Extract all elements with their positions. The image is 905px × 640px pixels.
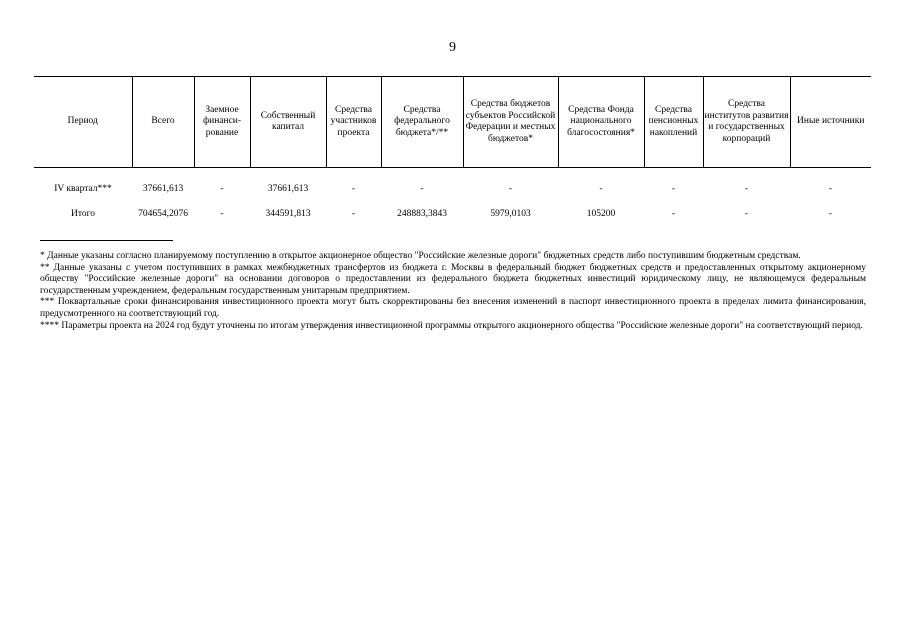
table-cell: - xyxy=(508,183,513,194)
page-number: 9 xyxy=(449,40,456,55)
header-regional-local-budgets: Средства бюджетов субъектов Российской Федерации и местных бюджетов* xyxy=(463,77,558,168)
table-cell: 37661,613 xyxy=(142,183,184,194)
header-national-wealth-fund: Средства Фонда национального благосостояния* xyxy=(558,77,644,168)
footnote: *** Поквартальные сроки финансирования инвестиционного проекта могут быть скорректированы без внесения изменений в паспорт инвестиционного проекта в пределах лимита финансирования, предусмотренного на соответствующий год. xyxy=(40,297,866,319)
table-cell: 5979,0103 xyxy=(490,208,531,219)
table-cell: - xyxy=(220,183,224,194)
header-participants-funds: Средства участников проекта xyxy=(326,77,381,168)
table-row xyxy=(34,201,871,226)
header-total: Всего xyxy=(132,77,194,168)
header-other-sources: Иные источники xyxy=(790,77,871,168)
table-cell: - xyxy=(828,208,833,219)
table-cell: Итого xyxy=(70,208,96,219)
table-cell: - xyxy=(220,208,224,219)
table-cell: 248883,3843 xyxy=(397,208,447,219)
table-cell: IV квартал*** xyxy=(54,183,112,194)
table-cell: 105200 xyxy=(586,208,616,219)
table-cell: - xyxy=(744,208,749,219)
header-pension-savings: Средства пенсионных накоплений xyxy=(644,77,703,168)
financing-table xyxy=(34,76,871,226)
table-cell: 344591,813 xyxy=(265,208,311,219)
footnotes xyxy=(40,251,866,332)
table-header-row xyxy=(34,77,871,168)
header-borrowed-financing: Заемное финанси-рование xyxy=(194,77,250,168)
footnote: * Данные указаны согласно планируемому поступлению в открытое акционерное общество "Российские железные дороги" бюджетных средств либо поступившим бюджетным средствам. xyxy=(40,251,801,261)
footnote: **** Параметры проекта на 2024 год будут уточнены по итогам утверждения инвестиционной программы открытого акционерного общества "Российские железные дороги" на соответствующий период. xyxy=(40,320,863,331)
header-own-capital: Собственный капитал xyxy=(250,77,326,168)
table-cell: - xyxy=(351,183,356,194)
table-cell: - xyxy=(420,183,424,194)
header-development-institutions: Средства институтов развития и государственных корпораций xyxy=(703,77,790,168)
header-period: Период xyxy=(34,77,132,168)
table-cell: - xyxy=(671,183,676,194)
table-cell: - xyxy=(671,208,676,219)
table-cell: - xyxy=(351,208,356,219)
table-cell: 704654,2076 xyxy=(138,208,188,219)
table-row xyxy=(34,176,871,201)
footnote: ** Данные указаны с учетом поступивших в рамках межбюджетных трансфертов из бюджета г. Москвы в федеральный бюджет бюджетных средств и предоставленных открытому акционерному обществу "Российские железные дороги" на основании договоров о предоставлении из федерального бюджета бюджетных инвестиций юридическому лицу, не являющемуся федеральным государственным учреждением, федеральным государственным унитарным предприятием. xyxy=(40,262,866,296)
table-cell: - xyxy=(599,183,603,194)
header-federal-budget: Средства федерального бюджета*/** xyxy=(381,77,463,168)
table-cell: - xyxy=(828,183,833,194)
footnote-separator xyxy=(40,240,173,241)
table-cell: 37661,613 xyxy=(267,183,309,194)
table-cell: - xyxy=(744,183,749,194)
